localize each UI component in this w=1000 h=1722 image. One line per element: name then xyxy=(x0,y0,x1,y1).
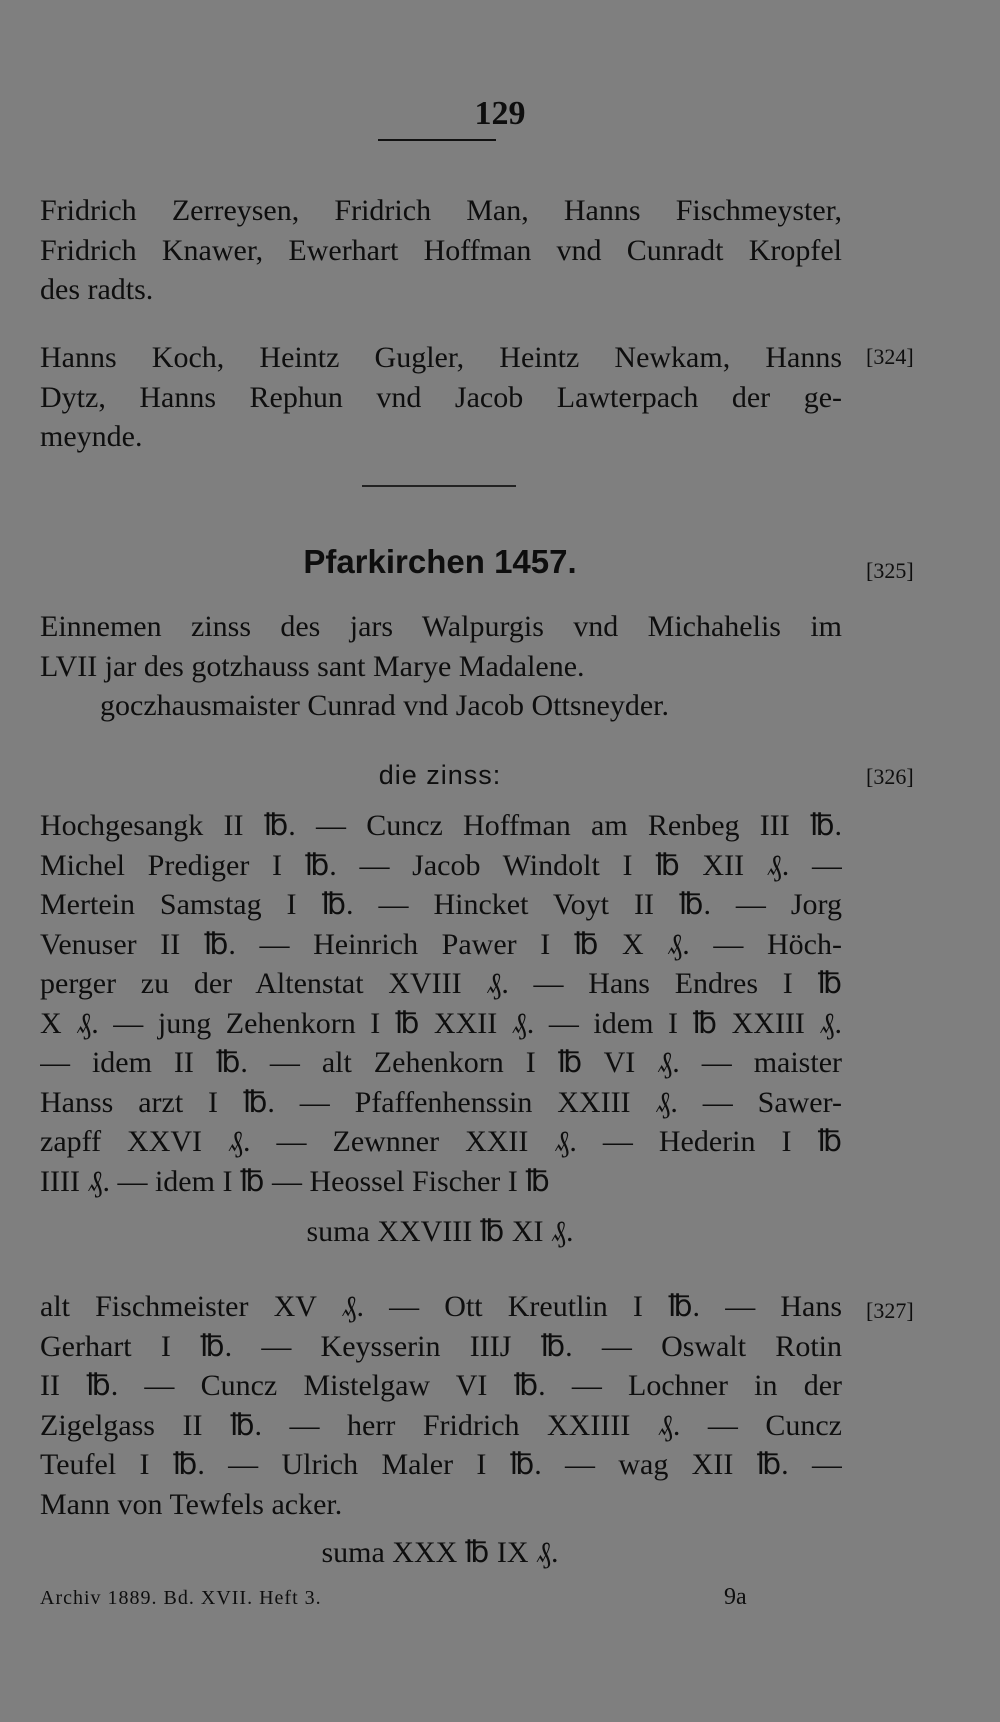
text-line: meynde. xyxy=(40,420,143,453)
text-line: Michel Prediger I ℔. — Jacob Windolt I ℔ XII ₰. — xyxy=(40,848,842,882)
paragraph-einnemen xyxy=(40,607,842,726)
margin-note-325: [325] xyxy=(866,558,914,583)
text-line: Hanns Koch, Heintz Gugler, Heintz Newkam, Hanns xyxy=(40,341,842,374)
footer-signature: Archiv 1889. Bd. XVII. Heft 3. xyxy=(40,1587,322,1609)
text-line: Mertein Samstag I ℔. — Hincket Voyt II ℔. — Jorg xyxy=(40,888,842,921)
text-line: LVII jar des gotzhauss sant Marye Madalene. xyxy=(40,649,585,683)
text-line: Fridrich Knawer, Ewerhart Hoffman vnd Cunradt Kropfel xyxy=(40,233,842,267)
text-line: des radts. xyxy=(40,273,154,306)
text-line: Einnemen zinss des jars Walpurgis vnd Michahelis im xyxy=(40,610,842,643)
paragraph-zinss-list xyxy=(40,806,842,1201)
text-line: Mann von Tewfels acker. xyxy=(40,1487,343,1521)
page-number-rule xyxy=(378,139,496,141)
suma-total-2: suma XXX ℔ IX ₰. xyxy=(321,1536,559,1569)
text-line: — idem II ℔. — alt Zehenkorn I ℔ VI ₰. — maister xyxy=(40,1046,842,1079)
footer-sheet-mark: 9a xyxy=(724,1584,747,1610)
margin-note-327: [327] xyxy=(866,1298,914,1323)
text-line: Gerhart I ℔. — Keysserin IIIJ ℔. — Oswalt Rotin xyxy=(40,1329,842,1363)
text-line: X ₰. — jung Zehenkorn I ℔ XXII ₰. — idem I ℔ XXIII ₰. xyxy=(40,1006,842,1040)
text-line: perger zu der Altenstat XVIII ₰. — Hans Endres I ℔ xyxy=(40,967,842,1000)
text-line: Teufel I ℔. — Ulrich Maler I ℔. — wag XII ℔. — xyxy=(40,1448,842,1481)
suma-total-1: suma XXVIII ℔ XI ₰. xyxy=(306,1215,574,1248)
paragraph-council-gemeynde xyxy=(40,338,842,457)
text-line: Hanss arzt I ℔. — Pfaffenhenssin XXIII ₰. — Sawer- xyxy=(40,1085,842,1119)
paragraph-fischmeister-list xyxy=(40,1287,842,1524)
section-title: Pfarkirchen 1457. xyxy=(303,543,577,580)
text-line: Fridrich Zerreysen, Fridrich Man, Hanns Fischmeyster, xyxy=(40,194,842,227)
text-line: goczhausmaister Cunrad vnd Jacob Ottsneyder. xyxy=(100,689,670,722)
text-line: IIII ₰. — idem I ℔ — Heossel Fischer I ℔ xyxy=(40,1164,550,1198)
margin-note-326: [326] xyxy=(866,764,914,789)
text-line: Dytz, Hanns Rephun vnd Jacob Lawterpach der ge- xyxy=(40,380,842,414)
page-number: 129 xyxy=(474,95,526,132)
text-line: zapff XXVI ₰. — Zewnner XXII ₰. — Hederin I ℔ xyxy=(40,1125,842,1158)
text-line: Venuser II ℔. — Heinrich Pawer I ℔ X ₰. — Höch- xyxy=(40,927,842,961)
text-line: Zigelgass II ℔. — herr Fridrich XXIIII ₰. — Cuncz xyxy=(40,1408,842,1442)
text-line: Hochgesangk II ℔. — Cuncz Hoffman am Renbeg III ℔. xyxy=(40,809,842,842)
paragraph-council-radts xyxy=(40,191,842,310)
text-line: II ℔. — Cuncz Mistelgaw VI ℔. — Lochner in der xyxy=(40,1369,842,1402)
text-line: alt Fischmeister XV ₰. — Ott Kreutlin I ℔. — Hans xyxy=(40,1290,842,1323)
section-divider xyxy=(362,485,516,487)
margin-note-324: [324] xyxy=(866,344,914,369)
zinss-heading: die zinss: xyxy=(378,760,502,790)
